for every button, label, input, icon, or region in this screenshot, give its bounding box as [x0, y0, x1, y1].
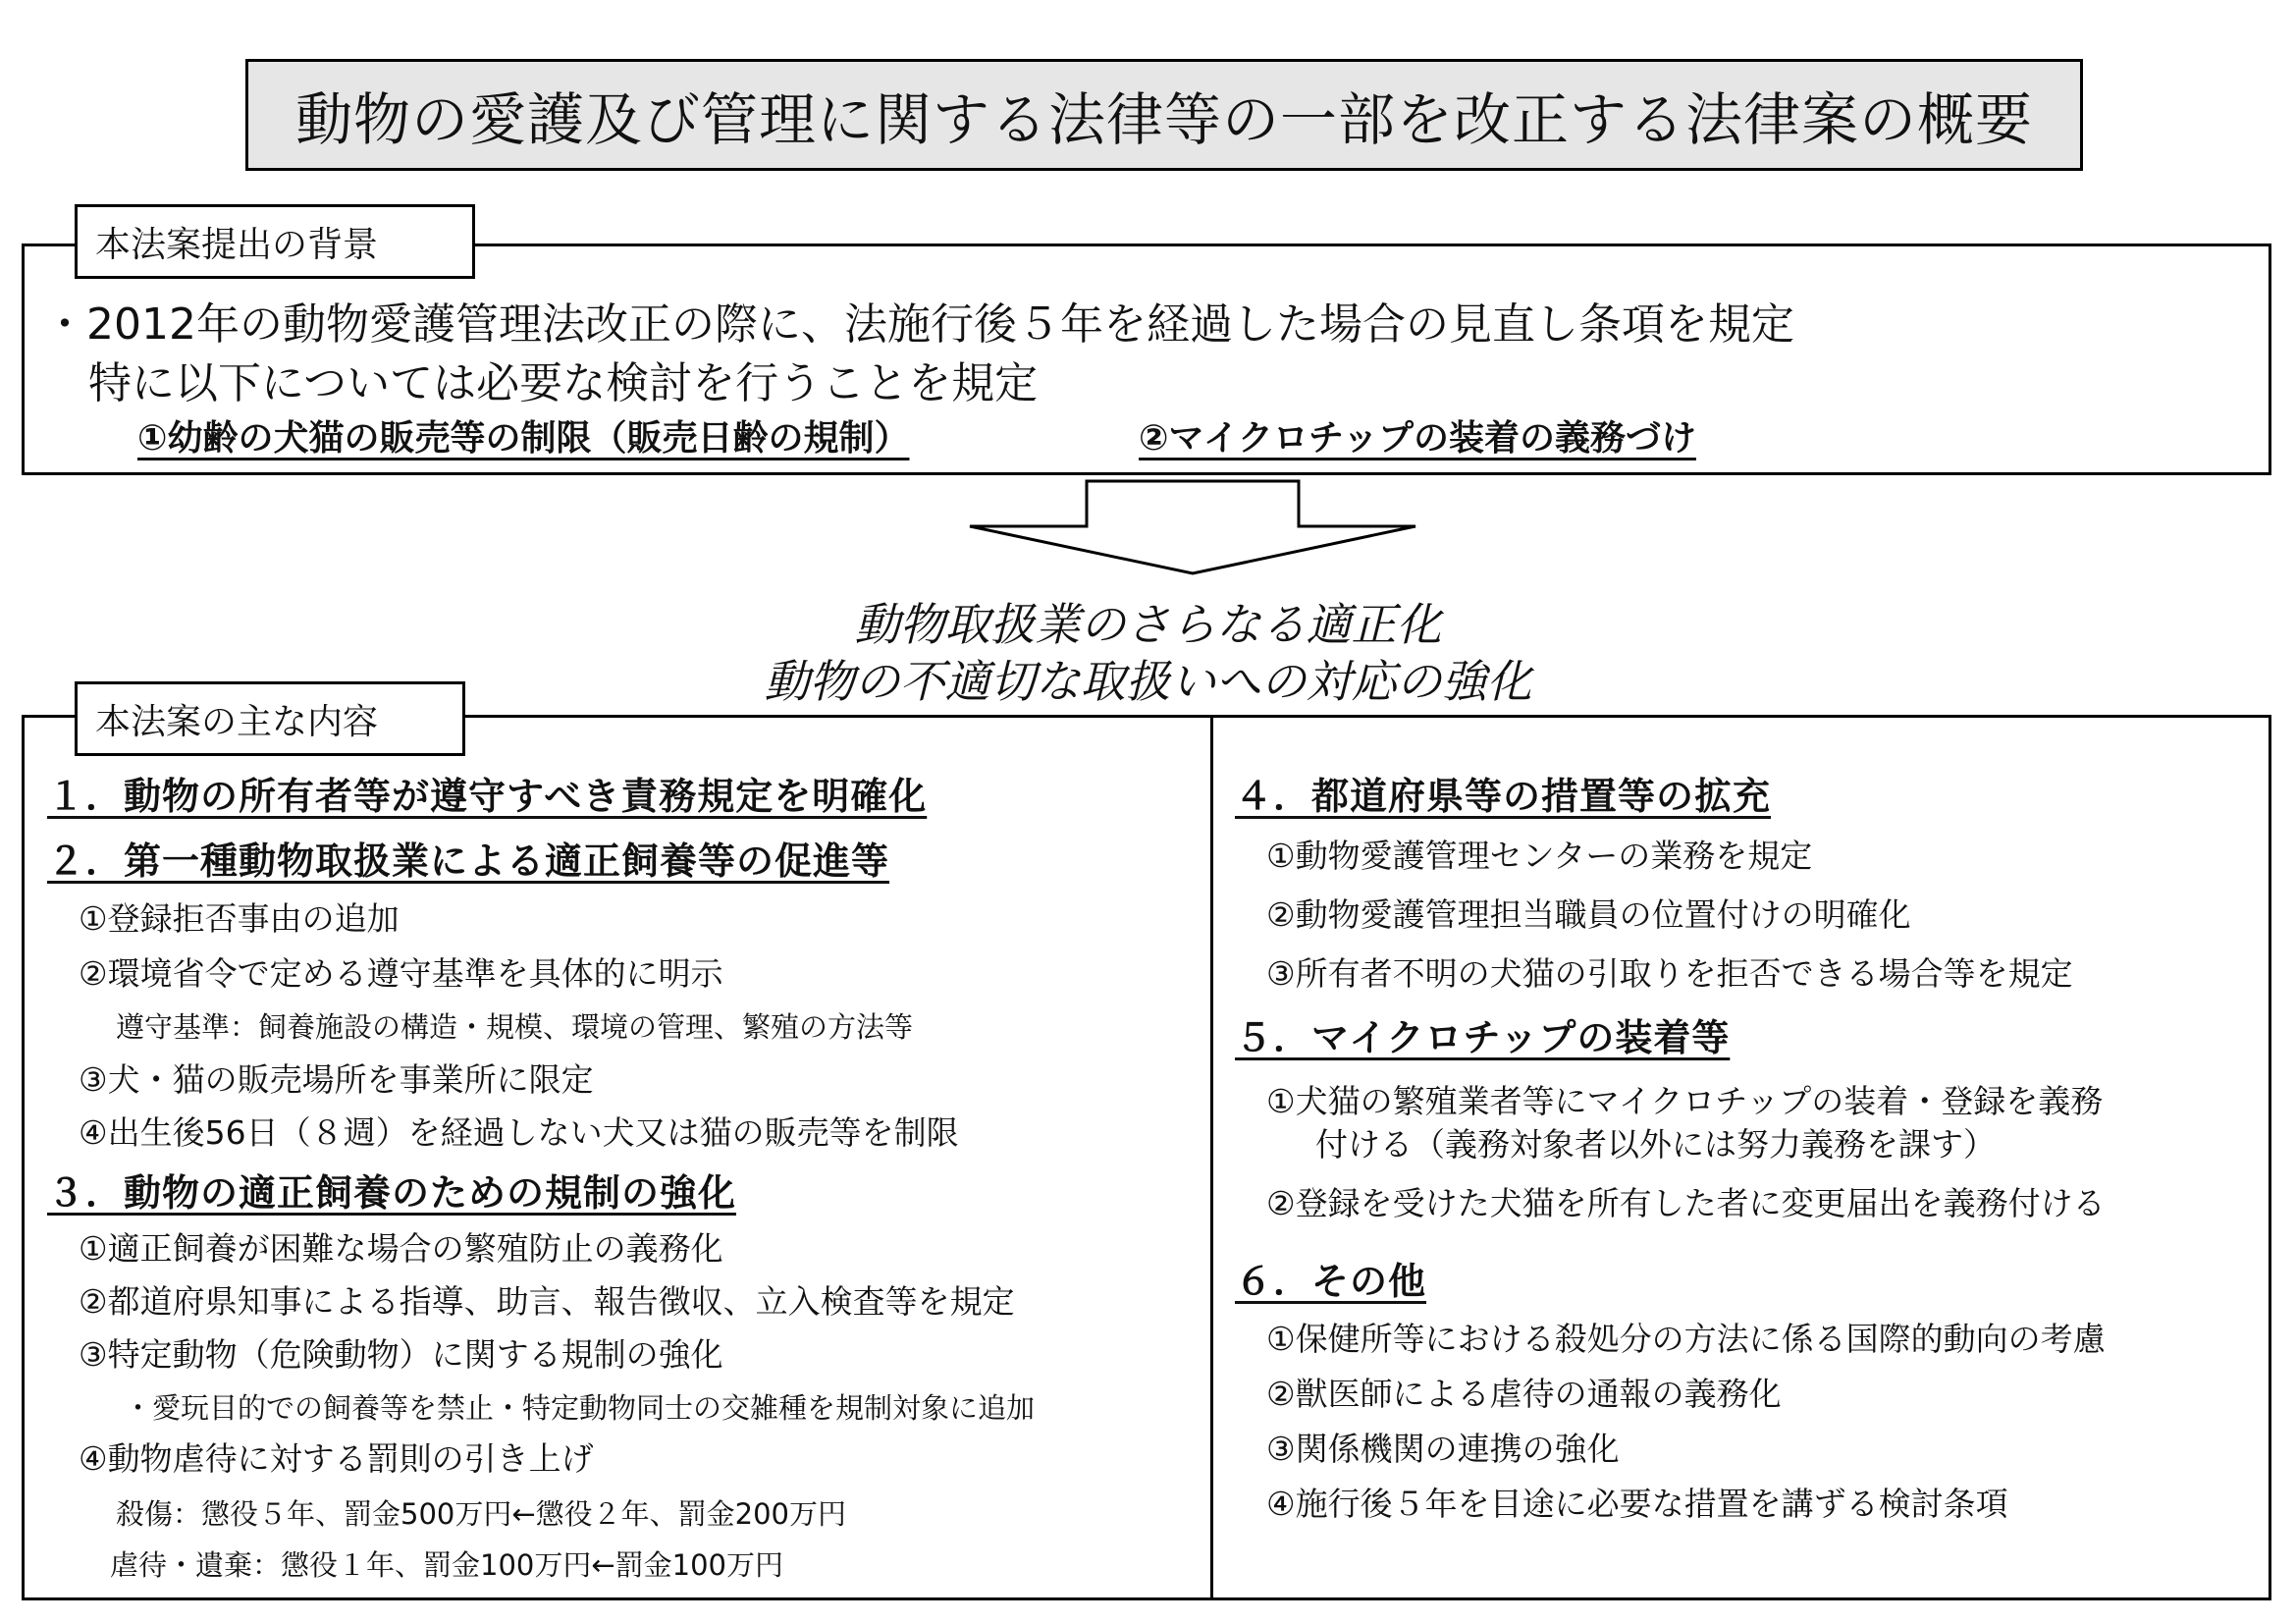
section-6-item-2: ②獣医師による虐待の通報の義務化: [1266, 1375, 1782, 1413]
section-6-item-4: ④施行後５年を目途に必要な措置を講ずる検討条項: [1266, 1485, 2008, 1523]
section-5-heading: ５．マイクロチップの装着等: [1235, 1016, 1731, 1059]
section-6-item-3: ③関係機関の連携の強化: [1266, 1430, 1620, 1468]
contents-label: 本法案の主な内容: [75, 681, 465, 756]
section-2-item-4: ④出生後56日（８週）を経過しない犬又は猫の販売等を制限: [79, 1113, 959, 1152]
background-point-2: ②マイクロチップの装着の義務づけ: [1139, 418, 1696, 459]
section-3-note-2: 殺傷：懲役５年、罰金500万円←懲役２年、罰金200万円: [116, 1497, 847, 1531]
section-2-heading: ２．第一種動物取扱業による適正飼養等の促進等: [47, 839, 890, 883]
background-line-2: 特に以下については必要な検討を行うことを規定: [88, 358, 1039, 408]
section-2-note: 遵守基準：飼養施設の構造・規模、環境の管理、繁殖の方法等: [116, 1010, 914, 1044]
section-4-heading: ４．都道府県等の措置等の拡充: [1235, 775, 1772, 818]
section-3-note-1: ・愛玩目的での飼養等を禁止・特定動物同士の交雑種を規制対象に追加: [124, 1391, 1036, 1425]
section-1-heading: １．動物の所有者等が遵守すべき責務規定を明確化: [47, 775, 928, 818]
section-5-item-1: ①犬猫の繁殖業者等にマイクロチップの装着・登録を義務: [1266, 1082, 2104, 1120]
section-3-note-3: 虐待・遺棄：懲役１年、罰金100万円←罰金100万円: [110, 1548, 784, 1582]
section-6-heading: ６．その他: [1235, 1260, 1427, 1303]
section-5-item-1-cont: 付ける（義務対象者以外には努力義務を課す）: [1315, 1125, 1996, 1164]
result-line-1: 動物取扱業のさらなる適正化: [854, 598, 1442, 651]
background-label: 本法案提出の背景: [75, 204, 475, 279]
section-3-heading: ３．動物の適正飼養のための規制の強化: [47, 1171, 737, 1215]
section-3-item-2: ②都道府県知事による指導、助言、報告徴収、立入検査等を規定: [79, 1282, 1015, 1321]
contents-divider: [1210, 718, 1213, 1598]
result-line-2: 動物の不適切な取扱いへの対応の強化: [764, 655, 1532, 708]
section-2-item-1: ①登録拒否事由の追加: [79, 899, 400, 938]
page-title: 動物の愛護及び管理に関する法律等の一部を改正する法律案の概要: [245, 59, 2083, 171]
section-5-item-2: ②登録を受けた犬猫を所有した者に変更届出を義務付ける: [1266, 1184, 2106, 1222]
section-4-item-2: ②動物愛護管理担当職員の位置付けの明確化: [1266, 895, 1911, 934]
section-3-item-4: ④動物虐待に対する罰則の引き上げ: [79, 1439, 594, 1478]
background-line-1: ・2012年の動物愛護管理法改正の際に、法施行後５年を経過した場合の見直し条項を規定: [43, 299, 1794, 350]
section-3-item-1: ①適正飼養が困難な場合の繁殖防止の義務化: [79, 1229, 723, 1268]
section-6-item-1: ①保健所等における殺処分の方法に係る国際的動向の考慮: [1266, 1320, 2106, 1358]
section-2-item-3: ③犬・猫の販売場所を事業所に限定: [79, 1060, 594, 1099]
section-4-item-1: ①動物愛護管理センターの業務を規定: [1266, 837, 1813, 875]
down-arrow-icon: [962, 479, 1423, 577]
background-point-1: ①幼齢の犬猫の販売等の制限（販売日齢の規制）: [137, 418, 910, 459]
section-4-item-3: ③所有者不明の犬猫の引取りを拒否できる場合等を規定: [1266, 954, 2073, 993]
section-3-item-3: ③特定動物（危険動物）に関する規制の強化: [79, 1335, 723, 1374]
section-2-item-2: ②環境省令で定める遵守基準を具体的に明示: [79, 954, 723, 993]
